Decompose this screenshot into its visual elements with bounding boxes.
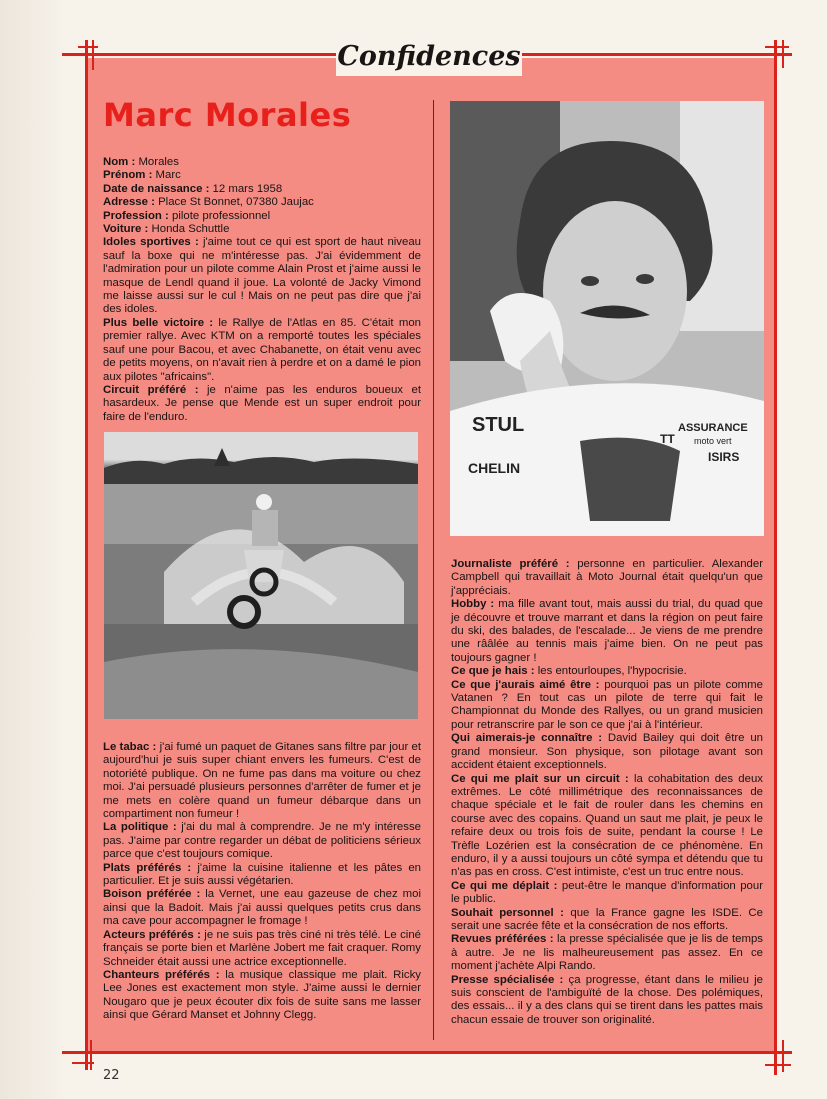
field-row: Qui aimerais-je connaître : David Bailey qui doit être un grand monsieur. Son physique, son pilotage avant son accident étaient exceptionnels. (451, 732, 764, 772)
field-row: Prénom : Marc (103, 169, 181, 182)
section-tag: Confidences (336, 38, 522, 76)
field-row: Circuit préféré : je n'aime pas les enduros boueux et hasardeux. Je pense que Mende est un super endroit pour faire de l'enduro. (103, 383, 421, 423)
field-row: Hobby : ma fille avant tout, mais aussi du trial, du quad que je découvre et trouve marrant et dans la région on peut faire du ski, des balades, de l'escalade... Je viens de me prendre une rââlée au tennis mais j'aime bien. On ne peut pas toujours gagner ! (451, 598, 763, 664)
border-left (85, 40, 88, 1070)
border-tick (782, 40, 784, 68)
border-tick (78, 46, 98, 48)
border-right (774, 40, 777, 1075)
field-row: Profession : pilote professionnel (103, 209, 271, 222)
field-row: La politique : j'ai du mal à comprendre. Je ne m'y intéresse pas. J'aime par contre regarder un débat de politiciens sérieux parce que c'est toujours comique. (103, 821, 421, 861)
field-row: Ce qui me déplait : peut-être le manque d'information pour le public. (451, 879, 763, 906)
jersey-text: STUL (472, 414, 525, 436)
jersey-text: ASSURANCE (678, 422, 748, 434)
field-row: Souhait personnel : que la France gagne les ISDE. Ce serait une sacrée fête et la consécration de nos efforts. (451, 906, 763, 932)
field-row: Plus belle victoire : le Rallye de l'Atlas en 85. C'était mon premier rallye. Avec KTM on a remporté toutes les spéciales sauf une pour Bacou, et avec Chabanette, on était venu avec de petits moyens, on n'avait rien à perdre et on a damé le pion aux pilotes "africains". (103, 316, 421, 383)
motocross-photo (104, 432, 418, 719)
border-tick (90, 1040, 92, 1070)
page-number: 22 (103, 1068, 120, 1083)
field-row: Ce que je hais : les entourloupes, l'hypocrisie. (451, 665, 687, 678)
field-row: Acteurs préférés : je ne suis pas très ciné ni très télé. Le ciné français se porte bien et Marlène Jobert me fait craquer. Romy Schneider était aussi une actrice exceptionnelle. (103, 928, 421, 968)
jersey-text: TT (660, 432, 675, 446)
field-row: Nom : Morales (103, 156, 179, 168)
border-tick (765, 46, 789, 48)
field-row: Ce qui me plait sur un circuit : la cohabitation des deux extrêmes. Le côté millimétrique des reconnaissances de chaque spéciale et le fait de rouler dans les chemins en course avec des copains. Quand un saut me plait, je peux le refaire deux ou trois fois de suite, pendant la course ! Le Trèfle Lozérien est la consécration de ce phénomène. En enduro, il y a aussi toujours un côté sympa et détendu que tu n'as pas en cross. C'est intimiste, c'est un truc entre nous. (451, 772, 763, 879)
field-row: Chanteurs préférés : la musique classique me plait. Ricky Lee Jones est exactement mon style. J'aime aussi le dernier Nougaro que je peux écouter dix fois de suite sans me lasser ainsi que Gérard Manset et Johnny Clegg. (103, 968, 421, 1022)
border-bottom (62, 1051, 792, 1054)
page-title: Marc Morales (103, 96, 352, 134)
field-row: Date de naissance : 12 mars 1958 (103, 182, 283, 195)
border-tick (92, 40, 94, 70)
jersey-text: ISIRS (708, 450, 740, 464)
field-row: Voiture : Honda Schuttle (103, 223, 230, 236)
field-row: Idoles sportives : j'aime tout ce qui est sport de haut niveau sauf la boxe qui ne m'intéresse pas. J'ai évidemment de l'admiration pour un pilote comme Alain Prost et j'aime aussi le masque de Lendl quand il joue. La volonté de Jacky Vimond me laisse aussi sur le cul ! Mais on ne peut pas dire que j'ai des idoles. (103, 236, 422, 316)
column-divider (433, 100, 434, 1040)
field-row: Ce que j'aurais aimé être : pourquoi pas un pilote comme Vatanen ? En tout cas un pilote de terre qui fait le Championnat du Monde des Rallyes, ou un grand musicien pour retranscrire par le son ce que j'ai à l'intérieur. (451, 678, 763, 731)
field-row: Presse spécialisée : ça progresse, étant dans le milieu je suis conscient de l'ambiguïté de la chose. Des polémiques, des essais... il y a des clans qui se tirent dans les pattes mais chacun essaie de trouver son originalité. (451, 973, 764, 1026)
jersey-text: moto vert (694, 436, 732, 446)
field-row: Plats préférés : j'aime la cuisine italienne et les pâtes en particulier. Et je suis aussi végétarien. (103, 861, 421, 888)
field-row: Journaliste préféré : personne en particulier. Alexander Campbell qui travaillait à Moto Journal était quelqu'un que j'appréciais. (451, 558, 764, 597)
border-tick (765, 1064, 791, 1066)
portrait-photo (450, 101, 764, 536)
left-column-top (103, 156, 421, 424)
field-row: Le tabac : j'ai fumé un paquet de Gitanes sans filtre par jour et aujourd'hui je suis super chiant envers les fumeurs. C'est de notoriété publique. On ne fume pas dans ma voiture ou chez moi. J'ai persuadé plusieurs personnes d'arrêter de fumer et je me mets en colère quand un fumeur débarque dans un compartiment non fumeur ! (103, 741, 422, 821)
field-row: Adresse : Place St Bonnet, 07380 Jaujac (103, 196, 314, 209)
right-column (451, 558, 763, 1027)
portrait-illustration (450, 101, 764, 536)
motocross-illustration (104, 432, 418, 719)
jersey-text: CHELIN (468, 460, 521, 476)
left-column-bottom (103, 741, 421, 1023)
field-row: Revues préférées : la presse spécialisée que je lis de temps à autre. Je ne lis malheureusement pas assez. En ce moment j'achète Alpi Rando. (451, 933, 763, 973)
border-tick (782, 1040, 784, 1072)
field-row: Boison préférée : la Vernet, une eau gazeuse de chez moi ainsi que la Badoit. Mais j'ai aussi quelques petits crus dans ma cave pour accompagner le fromage ! (103, 888, 421, 928)
